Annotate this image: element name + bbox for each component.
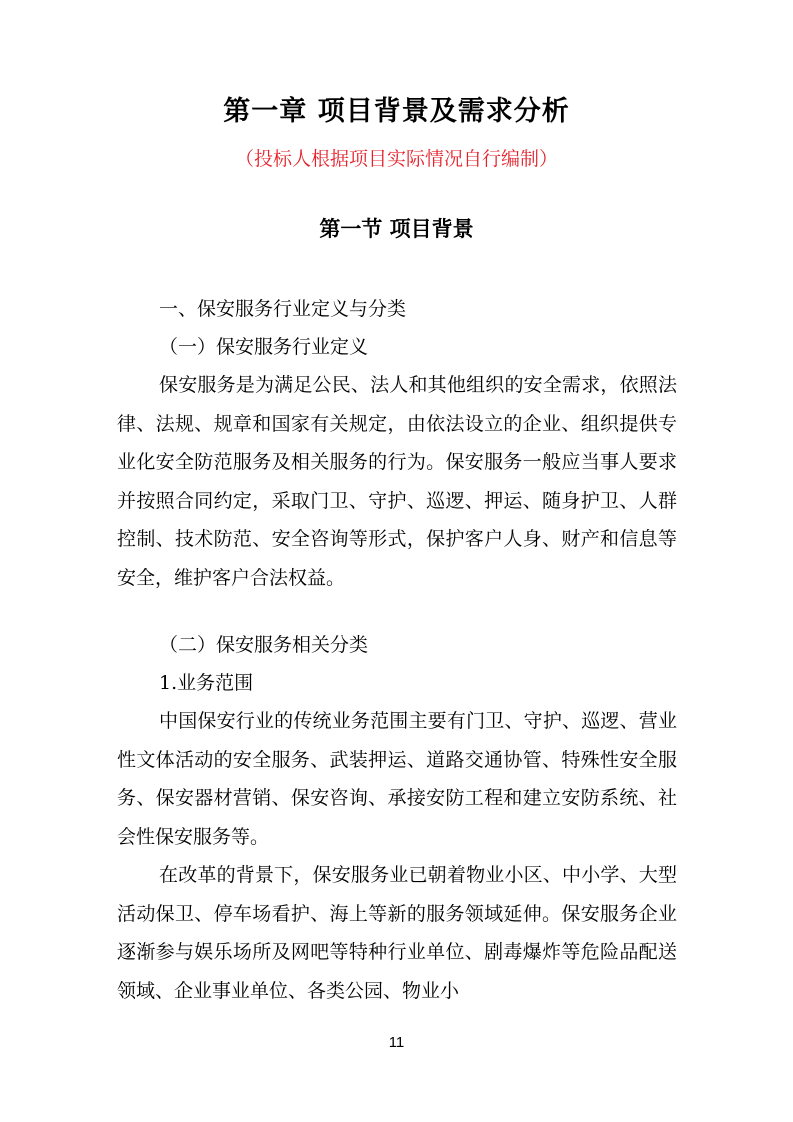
heading-related-classification: （二）保安服务相关分类 [159,634,369,656]
paragraph-business-scope: 中国保安行业的传统业务范围主要有门卫、守护、巡逻、营业性文体活动的安全服务、武装押运、道路交通协管、特殊性安全服务、保安器材营销、保安咨询、承接安防工程和建立安防系统、社会性保安服务等。 [117,710,677,848]
heading-industry-definition-classification: 一、保安服务行业定义与分类 [159,298,407,320]
chapter-note: （投标人根据项目实际情况自行编制） [234,148,558,170]
section-title: 第一节 项目背景 [319,217,474,241]
paragraph-security-service-definition: 保安服务是为满足公民、法人和其他组织的安全需求，依照法律、法规、规章和国家有关规定，由依法设立的企业、组织提供专业化安全防范服务及相关服务的行为。保安服务一般应当事人要求并按照合同约定，采取门卫、守护、巡逻、押运、随身护卫、人群控制、技术防范、安全咨询等形式，保护客户人身、财产和信息等安全，维护客户合法权益。 [117,374,677,589]
chapter-title: 第一章 项目背景及需求分析 [223,96,570,127]
page-number: 11 [388,1034,405,1051]
heading-industry-definition: （一）保安服务行业定义 [159,336,369,358]
heading-business-scope: 1.业务范围 [159,672,254,694]
paragraph-reform-background: 在改革的背景下，保安服务业已朝着物业小区、中小学、大型活动保卫、停车场看护、海上等新的服务领域延伸。保安服务企业逐渐参与娱乐场所及网吧等特种行业单位、剧毒爆炸等危险品配送领域、企业事业单位、各类公园、物业小 [117,864,677,1002]
